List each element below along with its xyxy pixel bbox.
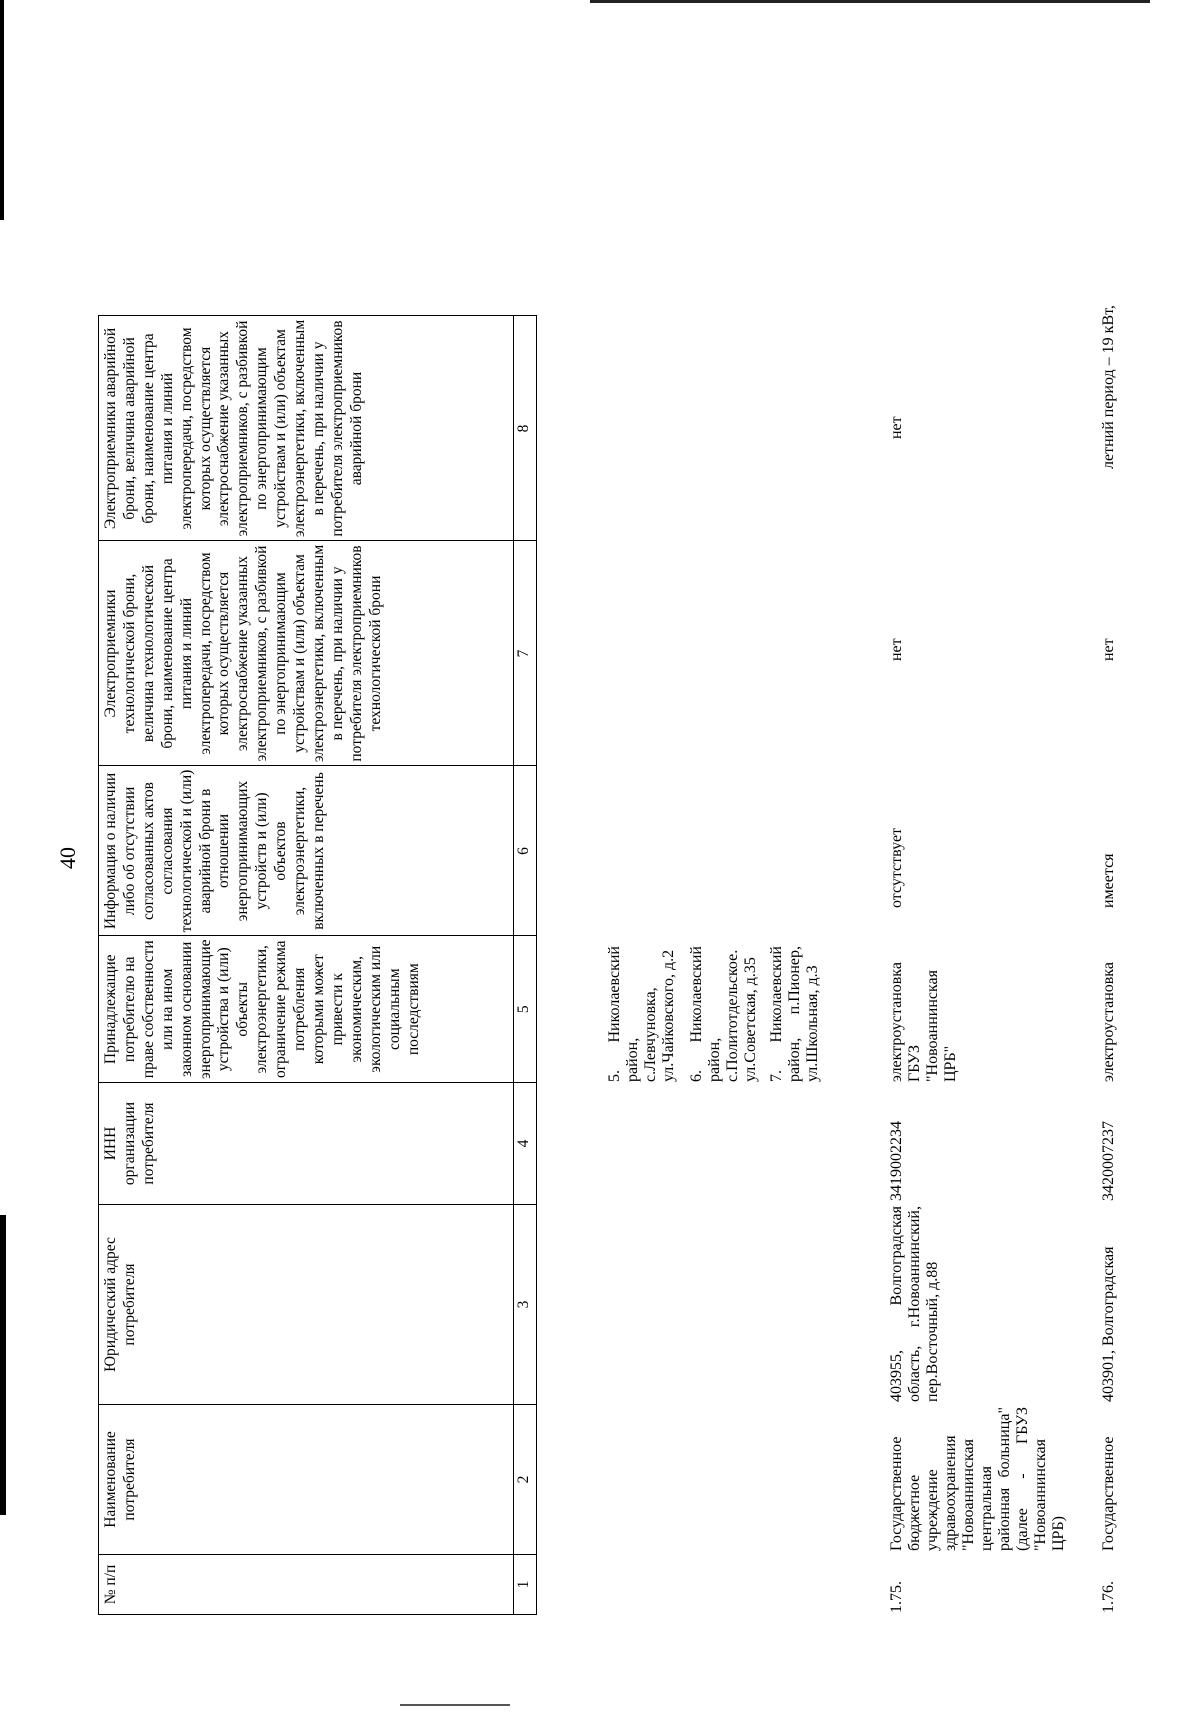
header-agreement: Информация о наличии либо об отсутствии согласованных актов согласования технологической и (или) аварийной брони в отношении энергопринимающих устройств и (или) объектов электроэнергетики, включенных в перечень	[99, 766, 514, 936]
consumer-object: электроустановка	[1100, 962, 1117, 1082]
header-emergency-reserve: Электроприемники аварийной брони, величина аварийной брони, наименование центра питания и линий электропередачи, посредством которых осуществляется электроснабжение указанных электроприемников, с разбивкой по энергопринимающим устройствам и (или) объектам электроэнергетики, включенным в перечень, при наличии у потребителя электроприемников аварийной брони	[99, 316, 514, 541]
column-number: 7	[514, 541, 537, 766]
column-number: 3	[514, 1205, 537, 1405]
tech-reserve-value: нет	[888, 638, 905, 661]
emergency-reserve-value: летний период – 19 кВт,	[1100, 305, 1117, 469]
header-inn: ИНН организации потребителя	[99, 1083, 514, 1205]
column-number: 5	[514, 936, 537, 1083]
consumer-object: электроустановка ГБУЗ "Новоаннинская ЦРБ"	[888, 962, 959, 1082]
consumer-inn: 3419002234	[888, 1121, 905, 1201]
consumer-name: Государственное бюджетное учреждение здравоохранения "Новоаннинская центральная районная больница" (далее - ГБУЗ "Новоаннинская ЦРБ)	[888, 1407, 1067, 1551]
row-number: 1.75.	[888, 1581, 905, 1613]
column-number: 1	[514, 1555, 537, 1615]
consumer-address: 403955, Волгоградская область, г.Новоаннинский, пер.Восточный, д.88	[888, 1206, 941, 1402]
agreement-status: отсутствует	[888, 827, 905, 908]
consumer-table	[98, 316, 537, 1616]
header-objects: Принадлежащие потребителю на праве собственности или на ином законном основании энергопринимающие устройства и (или) объекты электроэнергетики, ограничение режима потребления которыми может привести к экономическим, экологическим или социальным последствиям	[99, 936, 514, 1083]
header-name: Наименование потребителя	[99, 1405, 514, 1555]
column-number: 4	[514, 1083, 537, 1205]
consumer-inn: 3420007237	[1100, 1121, 1117, 1201]
table-header-row	[99, 316, 514, 1615]
column-number-row	[514, 316, 537, 1615]
continued-item: 7. Николаевский район, п.Пионер, ул.Школьная, д.3	[768, 946, 821, 1082]
column-number: 6	[514, 766, 537, 936]
tech-reserve-value: нет	[1100, 638, 1117, 661]
consumer-name: Государственное	[1100, 1436, 1117, 1551]
header-number: № п/п	[99, 1555, 514, 1615]
continued-item: 5. Николаевский район, с.Левчуновка, ул.Чайковского, д.2	[606, 946, 677, 1082]
emergency-reserve-value: нет	[888, 416, 905, 439]
continued-item: 6. Николаевский район, с.Политотдельское. ул.Советская, д.35	[688, 946, 759, 1082]
page-number: 40	[55, 847, 80, 869]
column-number: 8	[514, 316, 537, 541]
row-number: 1.76.	[1100, 1581, 1117, 1613]
agreement-status: имеется	[1100, 853, 1117, 908]
consumer-address: 403901, Волгоградская	[1100, 1246, 1117, 1402]
header-address: Юридический адрес потребителя	[99, 1205, 514, 1405]
header-tech-reserve: Электроприемники технологической брони, величина технологической брони, наименование центра питания и линий электропередачи, посредством которых осуществляется электроснабжение указанных электроприемников, с разбивкой по энергопринимающим устройствам и (или) объектам электроэнергетики, включенным в перечень, при наличии у потребителя электроприемников технологической брони	[99, 541, 514, 766]
column-number: 2	[514, 1405, 537, 1555]
